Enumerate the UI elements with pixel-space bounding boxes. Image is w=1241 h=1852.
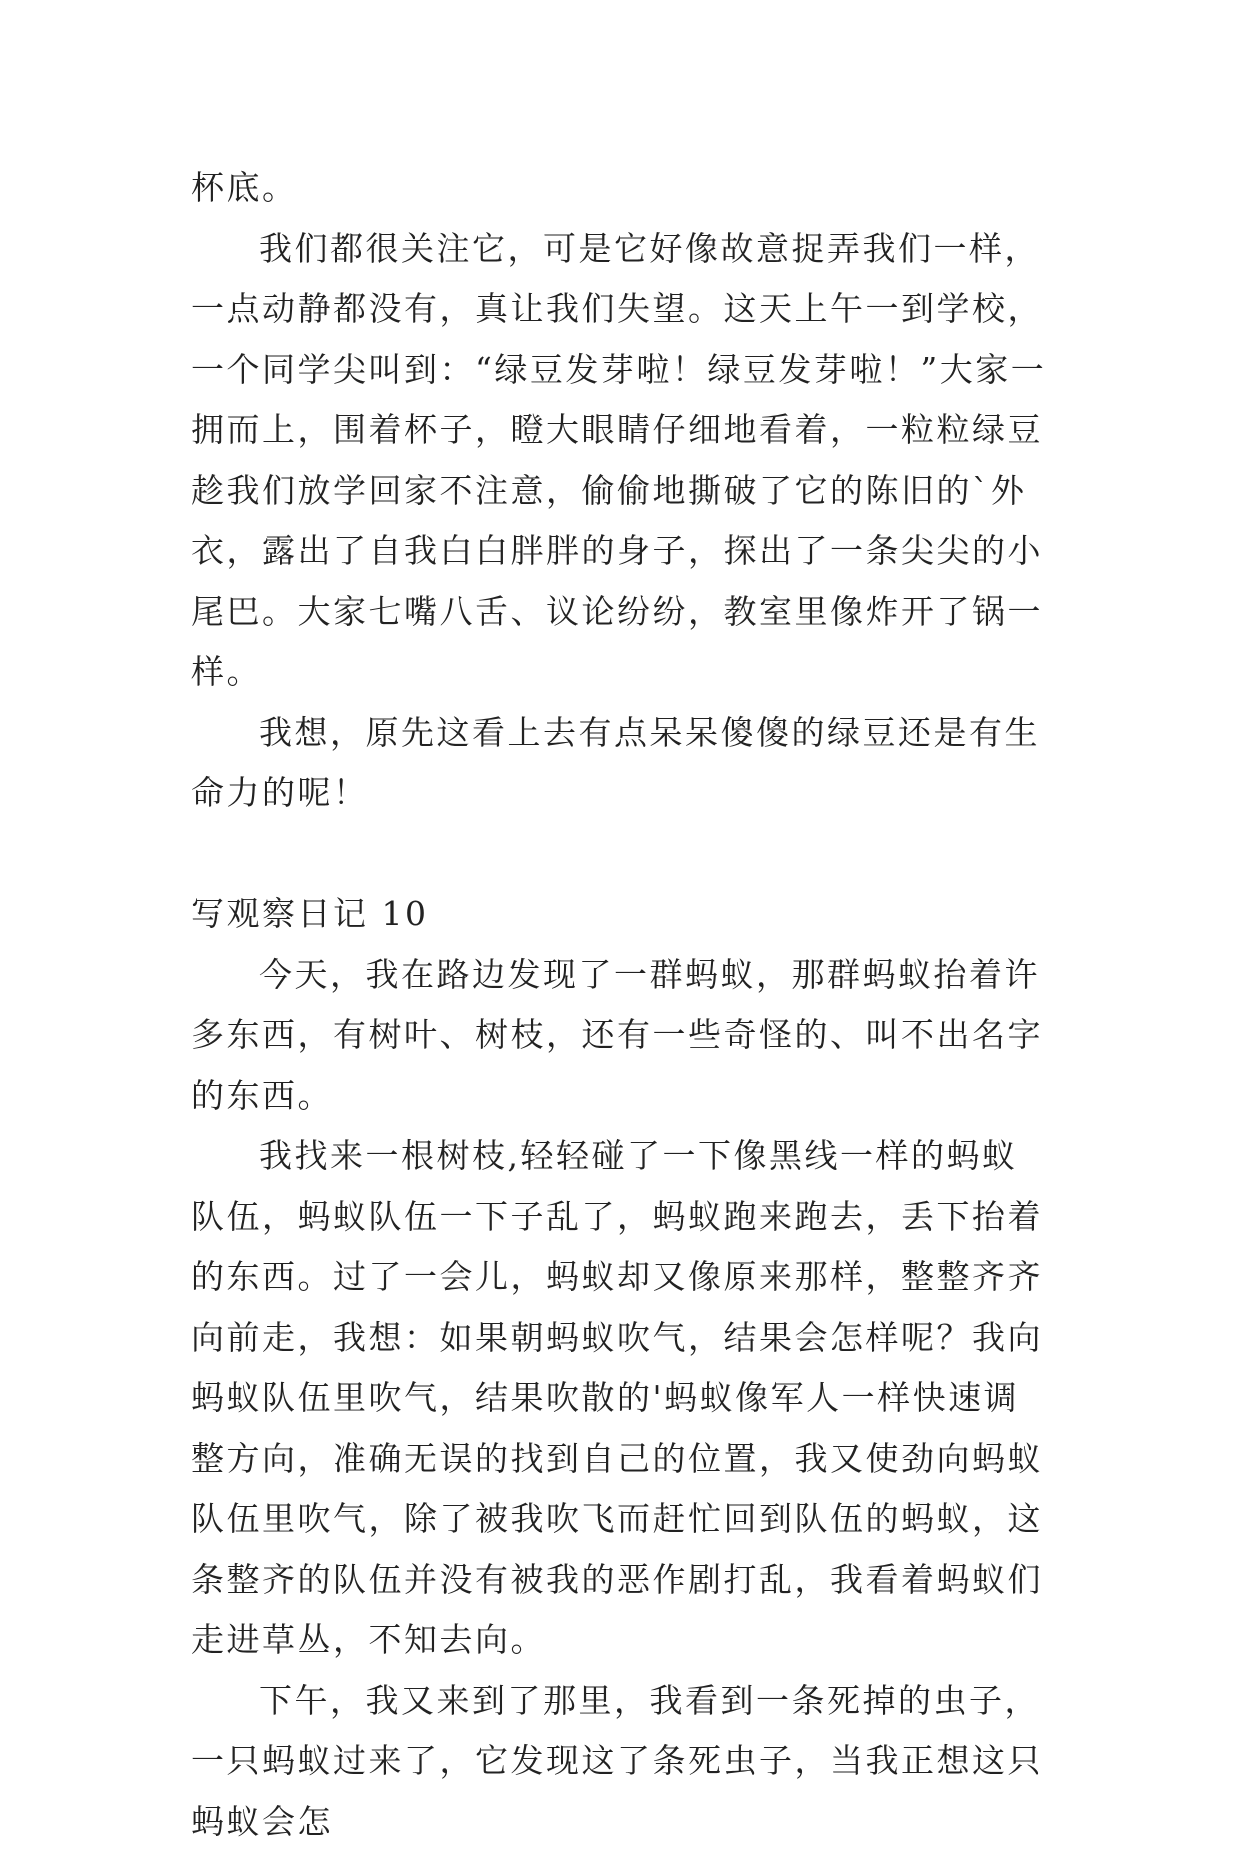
paragraph-2: 我们都很关注它，可是它好像故意捉弄我们一样，一点动静都没有，真让我们失望。这天上午一到学校，一个同学尖叫到：“绿豆发芽啦！绿豆发芽啦！”大家一拥而上，围着杯子，瞪大眼睛仔细地看着，一粒粒绿豆趁我们放学回家不注意，偷偷地撕破了它的陈旧的`外衣，露出了自我白白胖胖的身子，探出了一条尖尖的小尾巴。大家七嘴八舌、议论纷纷，教室里像炸开了锅一样。 — [191, 219, 1051, 703]
document-body — [191, 158, 1051, 1852]
section-paragraph-1: 今天，我在路边发现了一群蚂蚁，那群蚂蚁抬着许多东西，有树叶、树枝，还有一些奇怪的、叫不出名字的东西。 — [191, 945, 1051, 1127]
section-title: 写观察日记 10 — [191, 884, 1051, 945]
section-paragraph-3: 下午，我又来到了那里，我看到一条死掉的虫子，一只蚂蚁过来了，它发现这了条死虫子，当我正想这只蚂蚁会怎 — [191, 1671, 1051, 1852]
paragraph-3: 我想，原先这看上去有点呆呆傻傻的绿豆还是有生命力的呢！ — [191, 703, 1051, 824]
paragraph-1: 杯底。 — [191, 158, 1051, 219]
section-paragraph-2: 我找来一根树枝,轻轻碰了一下像黑线一样的蚂蚁队伍，蚂蚁队伍一下子乱了，蚂蚁跑来跑去，丢下抬着的东西。过了一会儿，蚂蚁却又像原来那样，整整齐齐向前走，我想：如果朝蚂蚁吹气，结果会怎样呢？我向蚂蚁队伍里吹气，结果吹散的'蚂蚁像军人一样快速调整方向，准确无误的找到自己的位置，我又使劲向蚂蚁队伍里吹气，除了被我吹飞而赶忙回到队伍的蚂蚁，这条整齐的队伍并没有被我的恶作剧打乱，我看着蚂蚁们走进草丛，不知去向。 — [191, 1126, 1051, 1671]
